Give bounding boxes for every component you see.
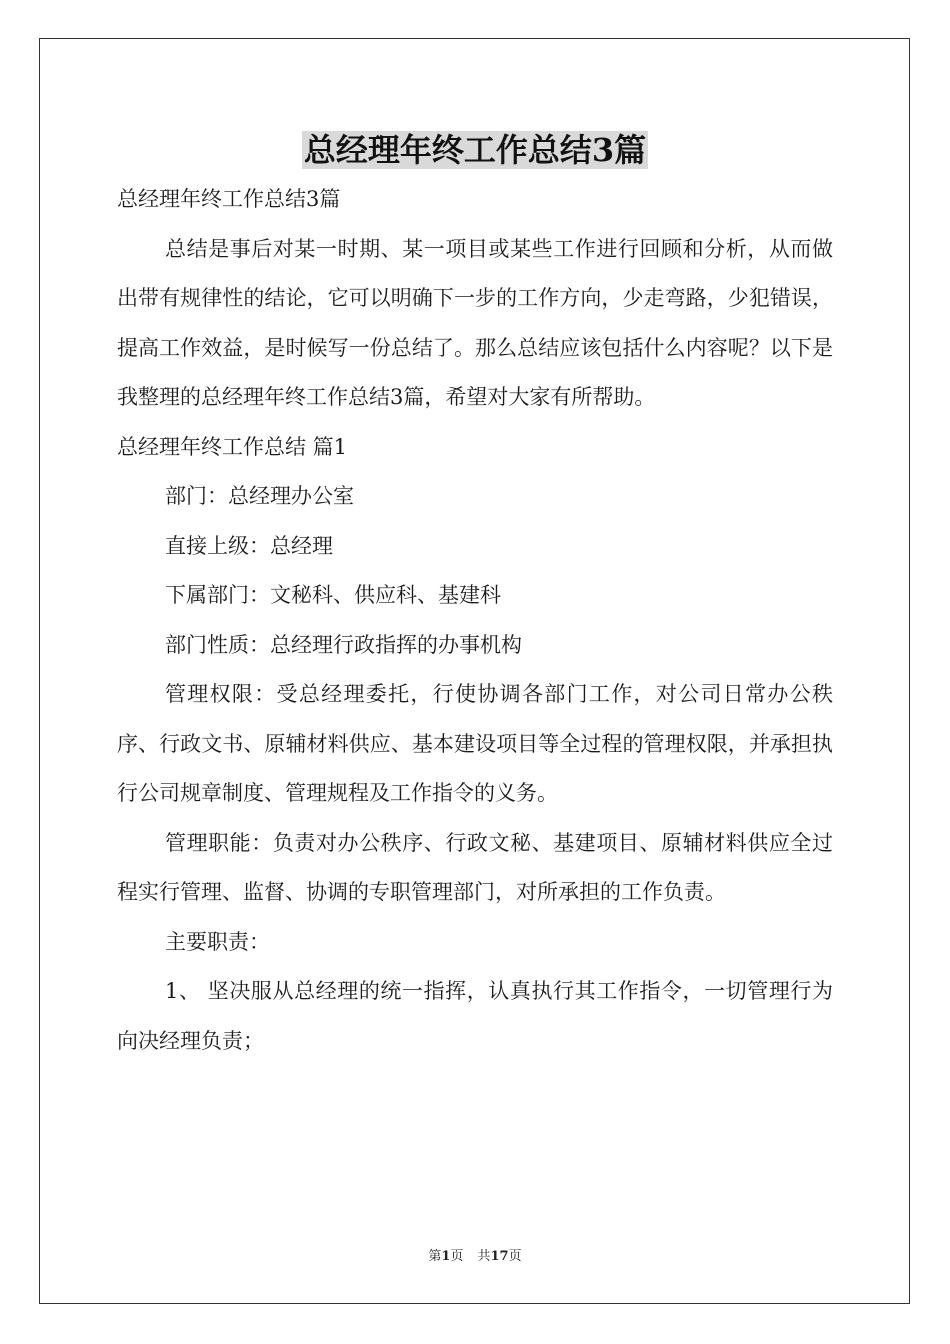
footer-page-suffix: 页 <box>450 1249 464 1264</box>
paragraph: 部门性质：总经理行政指挥的办事机构 <box>165 632 522 657</box>
paragraph: 管理权限：受总经理委托，行使协调各部门工作，对公司日常办公秩序、行政文书、原辅材料供应、基本建设项目等全过程的管理权限，并承担执行公司规章制度、管理规程及工作指令的义务。 <box>117 682 833 805</box>
paragraph: 管理职能：负责对办公秩序、行政文秘、基建项目、原辅材料供应全过程实行管理、监督、协调的专职管理部门，对所承担的工作负责。 <box>117 830 833 904</box>
page-footer <box>0 1245 950 1264</box>
paragraph: 主要职责： <box>165 929 270 954</box>
paragraph: 直接上级：总经理 <box>165 533 333 558</box>
paragraph: 总结是事后对某一时期、某一项目或某些工作进行回顾和分析，从而做出带有规律性的结论，它可以明确下一步的工作方向，少走弯路，少犯错误，提高工作效益，是时候写一份总结了。那么总结应该包括什么内容呢？以下是我整理的总经理年终工作总结3篇，希望对大家有所帮助。 <box>117 236 833 409</box>
paragraph: 下属部门：文秘科、供应科、基建科 <box>165 583 501 607</box>
footer-total-suffix: 页 <box>508 1249 522 1264</box>
document-title-text: 总经理年终工作总结3篇 <box>303 131 647 169</box>
footer-page-prefix: 第 <box>428 1249 442 1264</box>
paragraph: 总经理年终工作总结 篇1 <box>117 434 348 459</box>
paragraph: 总经理年终工作总结3篇 <box>117 187 341 211</box>
footer-total-prefix: 共 <box>477 1249 491 1264</box>
footer-page-number: 1 <box>441 1249 451 1264</box>
document-body <box>117 175 833 1066</box>
footer-total-pages: 17 <box>490 1249 509 1264</box>
paragraph: 1、 坚决服从总经理的统一指挥，认真执行其工作指令，一切管理行为向决经理负责； <box>117 979 833 1053</box>
document-title <box>0 126 950 174</box>
paragraph: 部门：总经理办公室 <box>165 484 354 508</box>
